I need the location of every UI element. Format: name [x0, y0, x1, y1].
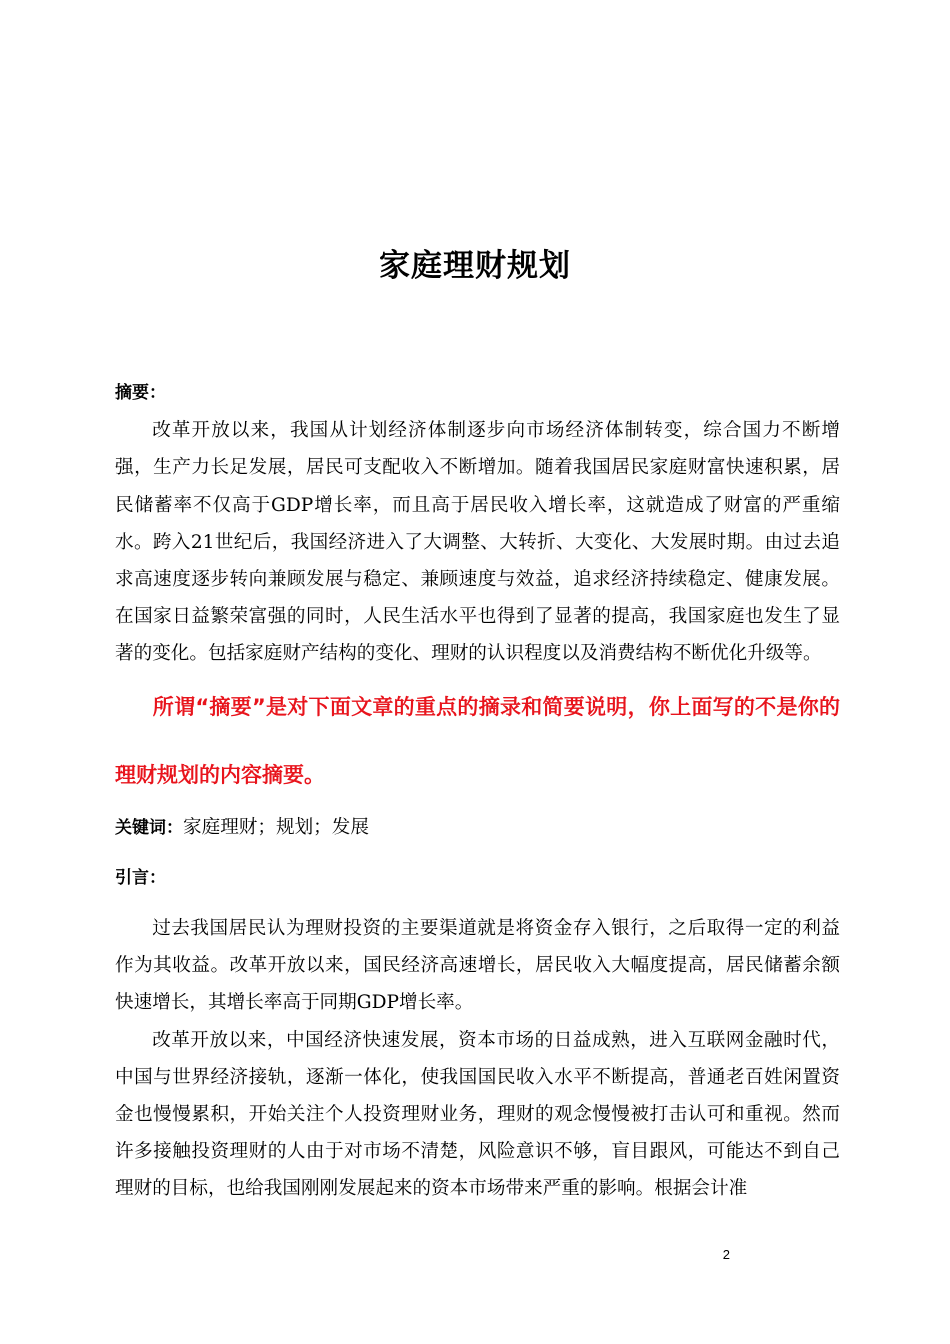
document-body: [115, 375, 840, 1208]
keywords-label: 关键词：: [115, 817, 183, 838]
abstract-paragraph: 改革开放以来，我国从计划经济体制逐步向市场经济体制转变，综合国力不断增强，生产力长足发展，居民可支配收入不断增加。随着我国居民家庭财富快速积累，居民储蓄率不仅高于GDP增长率，而且高于居民收入增长率，这就造成了财富的严重缩水。跨入21世纪后，我国经济进入了大调整、大转折、大变化、大发展时期。由过去追求高速度逐步转向兼顾发展与稳定、兼顾速度与效益，追求经济持续稳定、健康发展。在国家日益繁荣富强的同时，人民生活水平也得到了显著的提高，我国家庭也发生了显著的变化。包括家庭财产结构的变化、理财的认识程度以及消费结构不断优化升级等。: [115, 420, 840, 665]
keywords-line: [115, 809, 840, 847]
keywords-text: 家庭理财；规划；发展: [183, 816, 369, 838]
review-note: 所谓“摘要”是对下面文章的重点的摘录和简要说明，你上面写的不是你的理财规划的内容摘要。: [115, 694, 840, 787]
page-number: 2: [722, 1247, 730, 1262]
abstract-heading: 摘要：: [115, 383, 166, 403]
intro-paragraph: 改革开放以来，中国经济快速发展，资本市场的日益成熟，进入互联网金融时代，中国与世界经济接轨，逐渐一体化，使我国国民收入水平不断提高，普通老百姓闲置资金也慢慢累积，开始关注个人投资理财业务，理财的观念慢慢被打击认可和重视。然而许多接触投资理财的人由于对市场不清楚，风险意识不够，盲目跟风，可能达不到自己理财的目标，也给我国刚刚发展起来的资本市场带来严重的影响。根据会计准: [115, 1029, 840, 1200]
intro-paragraph: 过去我国居民认为理财投资的主要渠道就是将资金存入银行，之后取得一定的利益作为其收益。改革开放以来，国民经济高速增长，居民收入大幅度提高，居民储蓄余额快速增长，其增长率高于同期GDP增长率。: [115, 918, 840, 1014]
intro-heading: 引言：: [115, 867, 166, 888]
document-title: 家庭理财规划: [379, 248, 571, 284]
